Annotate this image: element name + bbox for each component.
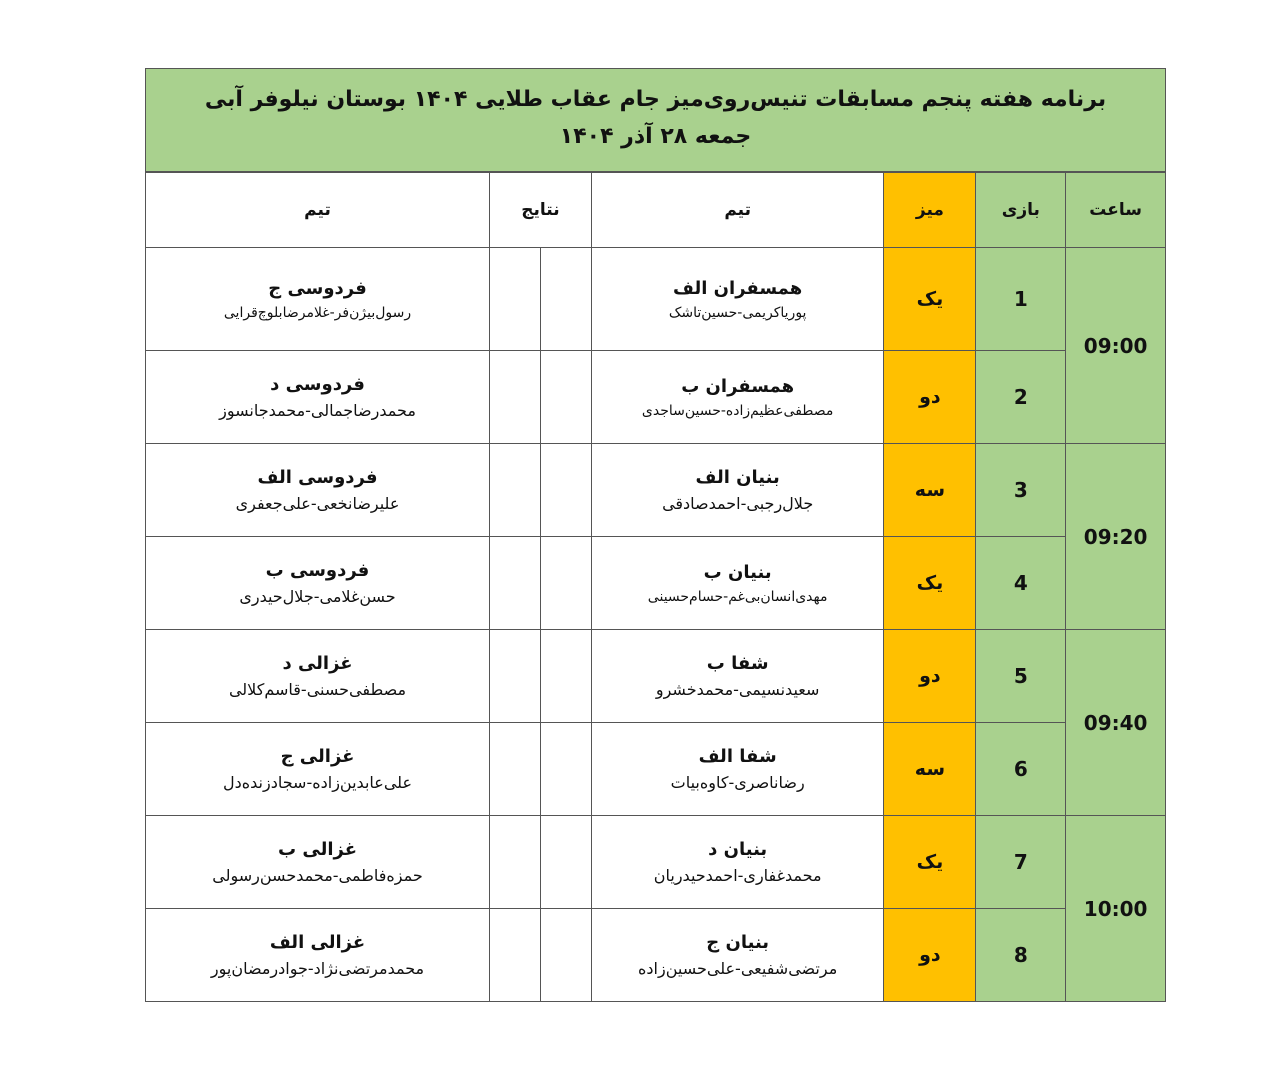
team2-cell (146, 816, 490, 909)
table-number: سه (884, 444, 976, 537)
result-cell-left (490, 351, 541, 444)
page-title: برنامه هفته پنجم مسابقات تنیس‌روی‌میز جام عقاب طلایی ۱۴۰۴ بوستان نیلوفر آبی (204, 87, 1107, 112)
team-players: علیرضانخعی-علی‌جعفری (235, 494, 400, 513)
schedule-sheet (145, 68, 1166, 1002)
team-players: مهدی‌انسان‌بی‌غم-حسام‌حسینی (647, 588, 828, 605)
team1-cell (591, 444, 884, 537)
team-name: غزالی ج (280, 746, 355, 767)
team-players: محمدغفاری-احمدحیدریان (653, 866, 822, 885)
team1-cell (591, 351, 884, 444)
result-cell-left (490, 909, 541, 1002)
game-number: 1 (976, 248, 1066, 351)
team-players: حمزه‌فاطمی-محمدحسن‌رسولی (212, 866, 423, 885)
team-name: غزالی د (282, 653, 353, 674)
team-name: شفا الف (698, 746, 777, 767)
team2-cell (146, 444, 490, 537)
game-number: 8 (976, 909, 1066, 1002)
team1-cell (591, 537, 884, 630)
team1-cell (591, 630, 884, 723)
team-name: فردوسی ب (265, 560, 370, 581)
header-results: نتایج (490, 173, 592, 248)
team-players: محمدمرتضی‌نژاد-جوادرمضان‌پور (210, 959, 425, 978)
result-cell-left (490, 723, 541, 816)
result-cell-right (540, 723, 591, 816)
team-name: فردوسی الف (257, 467, 378, 488)
team-name: بنیان ج (706, 932, 770, 953)
team-players: علی‌عابدین‌زاده-سجادزنده‌دل (223, 773, 412, 792)
table-row (146, 248, 1166, 351)
schedule-table (145, 172, 1166, 1002)
team-name: فردوسی د (270, 374, 365, 395)
page-date: جمعه ۲۸ آذر ۱۴۰۴ (559, 124, 752, 149)
result-cell-left (490, 537, 541, 630)
team-name: فردوسی ج (268, 277, 367, 299)
result-cell-left (490, 444, 541, 537)
table-number: دو (884, 909, 976, 1002)
table-number: دو (884, 630, 976, 723)
team2-cell (146, 909, 490, 1002)
team-players: جلال‌رجبی-احمدصادقی (662, 494, 814, 513)
team-players: پوریاکریمی-حسین‌تاشک (668, 304, 807, 321)
team-players: سعیدنسیمی-محمدخشرو (655, 680, 820, 699)
team1-cell (591, 909, 884, 1002)
team2-cell (146, 351, 490, 444)
team-name: غزالی الف (269, 932, 366, 953)
table-number: دو (884, 351, 976, 444)
team-name: بنیان د (708, 839, 768, 860)
game-number: 4 (976, 537, 1066, 630)
team-players: رسول‌بیژن‌فر-غلامرضابلوچ‌قرایی (223, 304, 412, 321)
team-players: مصطفی‌عظیم‌زاده-حسین‌ساجدی (641, 402, 834, 419)
result-cell-right (540, 816, 591, 909)
team-name: بنیان الف (695, 467, 780, 488)
header-game: بازی (976, 173, 1066, 248)
game-number: 6 (976, 723, 1066, 816)
time-slot: 09:20 (1066, 444, 1166, 630)
table-row (146, 444, 1166, 537)
team2-cell (146, 630, 490, 723)
header-team1: تیم (591, 173, 884, 248)
result-cell-right (540, 630, 591, 723)
time-slot: 09:40 (1066, 630, 1166, 816)
team1-cell (591, 248, 884, 351)
team-players: محمدرضاجمالی-محمدجانسوز (219, 401, 416, 420)
table-number: یک (884, 816, 976, 909)
result-cell-left (490, 816, 541, 909)
table-number: یک (884, 248, 976, 351)
team-name: بنیان ب (703, 561, 772, 583)
team-players: حسن‌غلامی-جلال‌حیدری (239, 587, 396, 606)
time-slot: 10:00 (1066, 816, 1166, 1002)
header-table: میز (884, 173, 976, 248)
table-number: سه (884, 723, 976, 816)
header-row (146, 173, 1166, 248)
table-row (146, 909, 1166, 1002)
result-cell-right (540, 909, 591, 1002)
team-name: شفا ب (706, 653, 769, 674)
game-number: 2 (976, 351, 1066, 444)
team1-cell (591, 816, 884, 909)
table-row (146, 723, 1166, 816)
result-cell-right (540, 248, 591, 351)
team-name: همسفران ب (681, 375, 795, 397)
team-name: همسفران الف (673, 277, 803, 299)
team-name: غزالی ب (278, 839, 357, 860)
team-players: مرتضی‌شفیعی-علی‌حسین‌زاده (638, 959, 838, 978)
result-cell-left (490, 630, 541, 723)
team-players: مصطفی‌حسنی-قاسم‌کلالی (228, 680, 407, 699)
result-cell-right (540, 537, 591, 630)
game-number: 5 (976, 630, 1066, 723)
title-banner (145, 68, 1166, 172)
team2-cell (146, 723, 490, 816)
table-number: یک (884, 537, 976, 630)
time-slot: 09:00 (1066, 248, 1166, 444)
table-row (146, 630, 1166, 723)
result-cell-right (540, 351, 591, 444)
team-players: رضاناصری-کاوه‌بیات (670, 773, 805, 792)
table-row (146, 537, 1166, 630)
game-number: 3 (976, 444, 1066, 537)
team1-cell (591, 723, 884, 816)
result-cell-left (490, 248, 541, 351)
team2-cell (146, 248, 490, 351)
game-number: 7 (976, 816, 1066, 909)
header-time: ساعت (1066, 173, 1166, 248)
table-row (146, 351, 1166, 444)
table-row (146, 816, 1166, 909)
result-cell-right (540, 444, 591, 537)
header-team2: تیم (146, 173, 490, 248)
team2-cell (146, 537, 490, 630)
